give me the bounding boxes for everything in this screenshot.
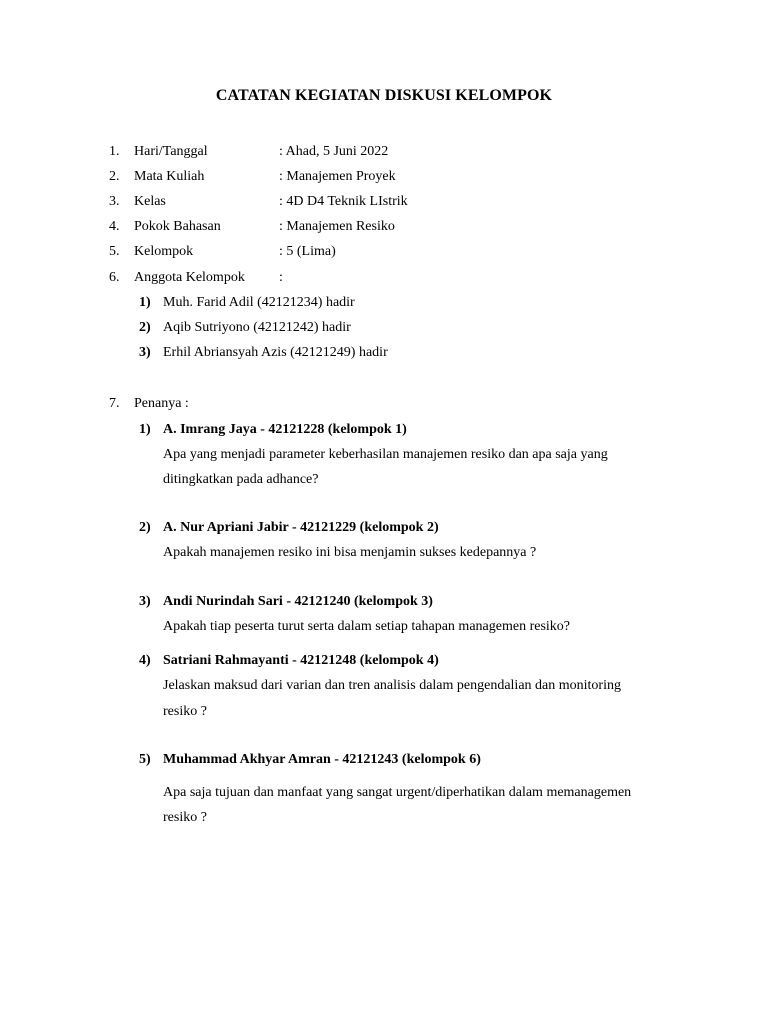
question-text: Jelaskan maksud dari varian dan tren analisis dalam pengendalian dan monitoring (163, 678, 621, 693)
question-text: resiko ? (163, 704, 207, 719)
info-value-topic: : Manajemen Resiko (279, 219, 395, 234)
member-item: Erhil Abriansyah Azis (42121249) hadir (163, 345, 388, 360)
info-label-group: Kelompok (134, 244, 194, 259)
question-text: Apakah tiap peserta turut serta dalam setiap tahapan managemen resiko? (163, 619, 570, 634)
questioner-name: A. Nur Apriani Jabir - 42121229 (kelompok 2) (163, 520, 439, 535)
question-text: resiko ? (163, 810, 207, 825)
questioner-name: Muhammad Akhyar Amran - 42121243 (kelompok 6) (163, 752, 481, 767)
document-title: CATATAN KEGIATAN DISKUSI KELOMPOK (215, 87, 553, 104)
question-number: 2) (139, 520, 151, 535)
info-label-members: Anggota Kelompok (134, 270, 245, 285)
info-number: 2. (109, 169, 120, 184)
info-value-course: : Manajemen Proyek (279, 169, 396, 184)
info-value-class: : 4D D4 Teknik LIstrik (279, 194, 408, 209)
member-number: 2) (139, 320, 151, 335)
question-number: 1) (139, 422, 151, 437)
info-value-date: : Ahad, 5 Juni 2022 (279, 144, 389, 159)
question-text: Apa yang menjadi parameter keberhasilan manajemen resiko dan apa saja yang (163, 447, 608, 462)
question-number: 4) (139, 653, 151, 668)
penanya-label: Penanya : (134, 396, 189, 411)
questioner-name: Satriani Rahmayanti - 42121248 (kelompok 4) (163, 653, 439, 668)
question-text: Apakah manajemen resiko ini bisa menjamin sukses kedepannya ? (163, 545, 537, 560)
info-number: 1. (109, 144, 120, 159)
info-label-class: Kelas (134, 194, 166, 209)
info-value-group: : 5 (Lima) (279, 244, 336, 259)
info-number: 4. (109, 219, 120, 234)
info-label-course: Mata Kuliah (134, 169, 205, 184)
member-number: 3) (139, 345, 151, 360)
member-item: Muh. Farid Adil (42121234) hadir (163, 295, 355, 310)
penanya-number: 7. (109, 396, 120, 411)
questioner-name: Andi Nurindah Sari - 42121240 (kelompok 3) (163, 594, 433, 609)
question-number: 5) (139, 752, 151, 767)
question-text: ditingkatkan pada adhance? (163, 472, 319, 487)
info-number: 5. (109, 244, 120, 259)
question-number: 3) (139, 594, 151, 609)
member-item: Aqib Sutriyono (42121242) hadir (163, 320, 351, 335)
info-label-date: Hari/Tanggal (134, 144, 208, 159)
questioner-name: A. Imrang Jaya - 42121228 (kelompok 1) (163, 422, 407, 437)
info-label-topic: Pokok Bahasan (134, 219, 221, 234)
question-text: Apa saja tujuan dan manfaat yang sangat urgent/diperhatikan dalam memanagemen (163, 785, 632, 800)
info-number: 3. (109, 194, 120, 209)
info-value-members: : (279, 270, 283, 285)
member-number: 1) (139, 295, 151, 310)
info-number: 6. (109, 270, 120, 285)
